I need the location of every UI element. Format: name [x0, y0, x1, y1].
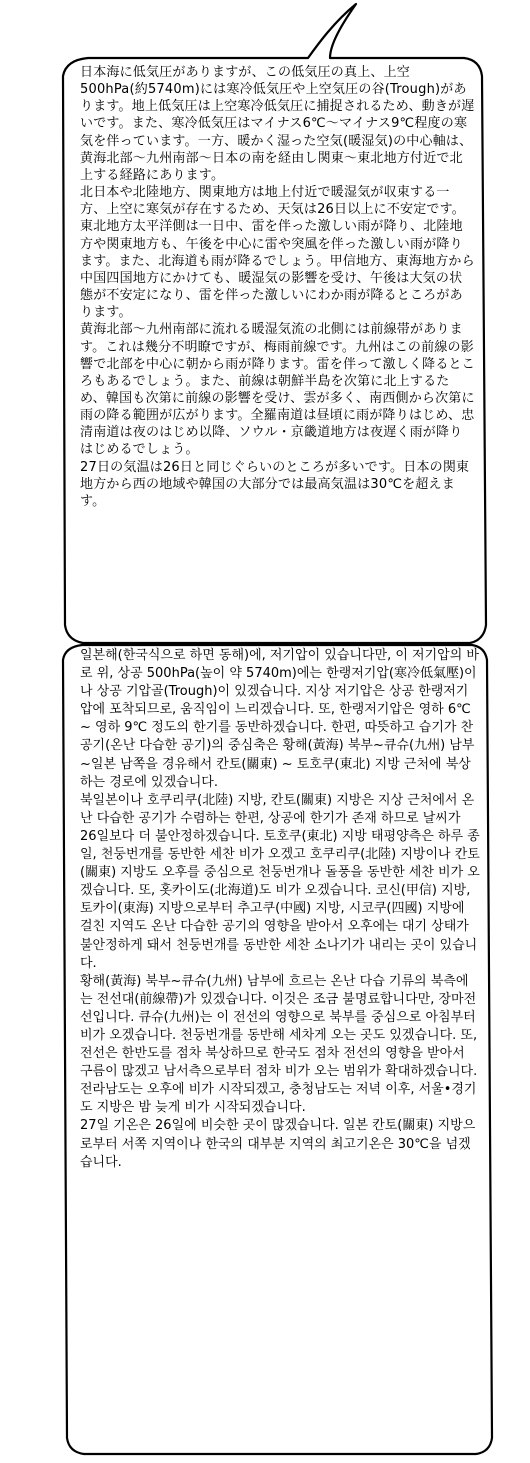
japanese-paragraph: 27日の気温は26日と同じぐらいのところが多いです。日本の関東地方から西の地域や韓国の大部分では最高気温は30℃を超えます。: [80, 459, 470, 509]
korean-paragraph: 27일 기온은 26일에 비슷한 곳이 많겠습니다. 일본 칸토(關東) 지방으로부터 서쪽 지역이나 한국의 대부분 지역의 최고기온은 30℃을 넘겠습니다.: [80, 1118, 476, 1170]
korean-text-block: [80, 647, 480, 1172]
japanese-text-block: [80, 64, 475, 510]
korean-paragraph: 황해(黃海) 북부~큐슈(九州) 남부에 흐르는 온난 다습 기류의 북측에는 전선대(前線帶)가 있겠습니다. 이것은 조금 불명료합니다만, 장마전선입니다. 큐슈(九州)는 이 전선의 영향으로 북부를 중심으로 아침부터 비가 오겠습니다. 천둥번개를 동반해 세차게 오는 곳도 있겠습니다. 또, 전선은 한반도를 점차 북상하므로 한국도 점차 전선의 영향을 받아서 구름이 많겠고 남서측으로부터 점차 비가 오는 범위가 확대하겠습니다. 전라남도는 오후에 비가 시작되겠고, 충청남도는 저녁 이후, 서울•경기도 지방은 밤 늦게 비가 시작되겠습니다.: [80, 973, 478, 1116]
japanese-paragraph: 日本海に低気圧がありますが、この低気圧の真上、上空500hPa(約5740m)には寒冷低気圧や上空気圧の谷(Trough)があります。地上低気圧は上空寒冷低気圧に捕捉されるため、動きが遅いです。また、寒冷低気圧はマイナス6℃～マイナス9℃程度の寒気を伴っています。一方、暖かく湿った空気(暖湿気)の中心軸は、黄海北部～九州南部～日本の南を経由し関東～東北地方付近で北上する経路にあります。: [80, 65, 475, 183]
japanese-paragraph: 黄海北部～九州南部に流れる暖湿気流の北側には前線帯があります。これは幾分不明瞭ですが、梅雨前線です。九州はこの前線の影響で北部を中心に朝から雨が降ります。雷を伴って激しく降るところもあるでしょう。また、前線は朝鮮半島を次第に北上するため、韓国も次第に前線の影響を受け、雲が多く、南西側から次第に雨の降る範囲が広がります。全羅南道は昼頃に雨が降りはじめ、忠清南道は夜のはじめ以降、ソウル・京畿道地方は夜遅く雨が降りはじめるでしょう。: [80, 322, 475, 458]
korean-paragraph: 일본해(한국식으로 하면 동해)에, 저기압이 있습니다만, 이 저기압의 바로 위, 상공 500hPa(높이 약 5740m)에는 한랭저기압(寒冷低氣壓)이나 상공 기압골(Trough)이 있겠습니다. 지상 저기압은 상공 한랭저기압에 포착되므로, 움직임이 느리겠습니다. 또, 한랭저기압은 영하 6℃ ~ 영하 9℃ 정도의 한기를 동반하겠습니다. 한편, 따뜻하고 습기가 찬 공기(온난 다습한 공기)의 중심축은 황해(黃海) 북부~큐슈(九州) 남부~일본 남쪽을 경유해서 칸토(關東) ~ 토호쿠(東北) 지방 근처에 북상하는 경로에 있겠습니다.: [80, 648, 479, 790]
korean-paragraph: 북일본이나 호쿠리쿠(北陸) 지방, 칸토(關東) 지방은 지상 근처에서 온난 다습한 공기가 수렴하는 한편, 상공에 한기가 존재 하므로 날씨가 26일보다 더 불안정하겠습니다. 토호쿠(東北) 지방 태평양측은 하루 종일, 천둥번개를 동반한 세찬 비가 오겠고 호쿠리쿠(北陸) 지방이나 칸토(關東) 지방도 오후를 중심으로 천둥번개나 돌풍을 동반한 세찬 비가 오겠습니다. 또, 홋카이도(北海道)도 비가 오겠습니다. 코신(甲信) 지방, 토카이(東海) 지방으로부터 추고쿠(中國) 지방, 시코쿠(四國) 지방에 걸친 지역도 온난 다습한 공기의 영향을 받아서 오후에는 대기 상태가 불안정하게 돼서 천둥번개를 동반한 세찬 소나기가 내리는 곳이 있습니다.: [80, 792, 480, 971]
japanese-paragraph: 北日本や北陸地方、関東地方は地上付近で暖湿気が収束する一方、上空に寒気が存在するため、天気は26日以上に不安定です。東北地方太平洋側は一日中、雷を伴った激しい雨が降り、北陸地方や関東地方も、午後を中心に雷や突風を伴った激しい雨が降ります。また、北海道も雨が降るでしょう。甲信地方、東海地方から中国四国地方にかけても、暖湿気の影響を受け、午後は大気の状態が不安定になり、雷を伴った激しいにわか雨が降るところがあります。: [80, 185, 475, 321]
